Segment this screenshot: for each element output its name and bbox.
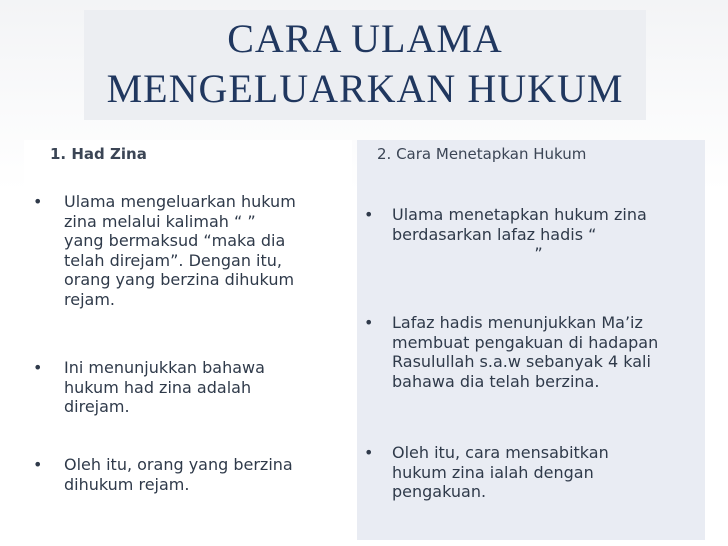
line: ” bbox=[392, 244, 543, 264]
line: Lafaz hadis menunjukkan Ma’iz bbox=[392, 313, 643, 332]
left-column-heading: 1. Had Zina bbox=[50, 145, 147, 163]
slide-title bbox=[84, 14, 646, 114]
line: direjam. bbox=[64, 397, 130, 417]
line: bahawa dia telah berzina. bbox=[392, 371, 600, 391]
line: Ini menunjukkan bahawa bbox=[64, 358, 265, 377]
line: pengakuan. bbox=[392, 482, 487, 502]
line: Ulama mengeluarkan hukum bbox=[64, 192, 296, 211]
line: orang yang berzina dihukum bbox=[64, 270, 295, 290]
left-bullet-1 bbox=[64, 192, 296, 310]
line: membuat pengakuan di hadapan bbox=[392, 332, 659, 352]
right-bullet-1 bbox=[392, 205, 647, 264]
line: berdasarkan lafaz hadis “ bbox=[392, 224, 597, 244]
bullet-marker: • bbox=[33, 358, 43, 377]
bullet-marker: • bbox=[33, 192, 43, 211]
line: hukum had zina adalah bbox=[64, 377, 252, 397]
line: Ulama menetapkan hukum zina bbox=[392, 205, 647, 224]
line: yang bermaksud “maka dia bbox=[64, 231, 286, 251]
left-bullet-2 bbox=[64, 358, 265, 417]
right-column-heading: 2. Cara Menetapkan Hukum bbox=[377, 145, 587, 163]
bullet-marker: • bbox=[364, 313, 374, 332]
right-bullet-3 bbox=[392, 443, 609, 502]
bullet-marker: • bbox=[33, 455, 43, 474]
line: Oleh itu, cara mensabitkan bbox=[392, 443, 609, 462]
bullet-marker: • bbox=[364, 443, 374, 462]
title-line-1: CARA ULAMA bbox=[227, 16, 503, 61]
line: dihukum rejam. bbox=[64, 474, 190, 494]
left-bullet-3 bbox=[64, 455, 293, 494]
line: zina melalui kalimah “ ” bbox=[64, 211, 256, 231]
line: Rasulullah s.a.w sebanyak 4 kali bbox=[392, 352, 651, 372]
line: Oleh itu, orang yang berzina bbox=[64, 455, 293, 474]
line: rejam. bbox=[64, 289, 115, 309]
line: telah direjam”. Dengan itu, bbox=[64, 250, 282, 270]
right-bullet-2 bbox=[392, 313, 658, 391]
bullet-marker: • bbox=[364, 205, 374, 224]
line: hukum zina ialah dengan bbox=[392, 462, 594, 482]
title-line-2: MENGELUARKAN HUKUM bbox=[106, 66, 624, 111]
